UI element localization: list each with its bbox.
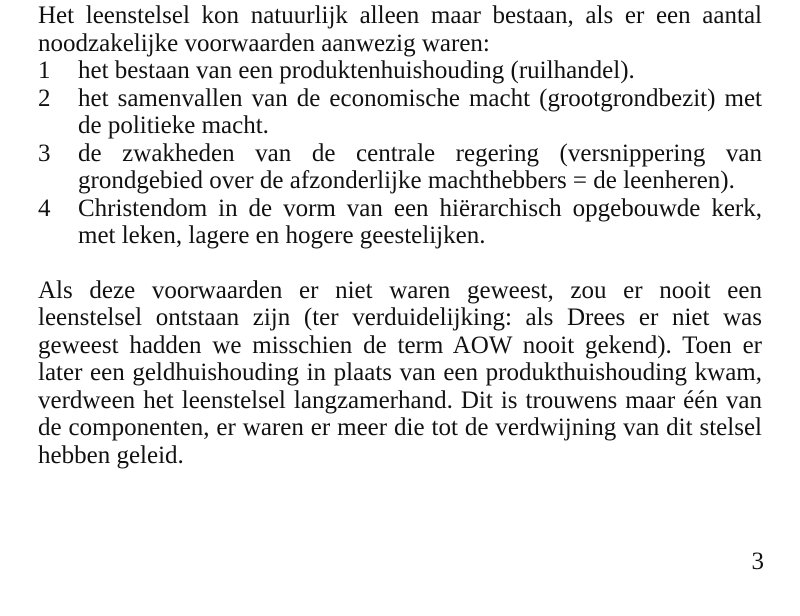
list-item-number: 4: [38, 194, 51, 222]
list-item: [38, 195, 762, 250]
list-item-number: 3: [38, 139, 51, 167]
list-item-text: de zwakheden van de centrale regering (versnippering van grondgebied over de afzonderlijke machthebbers = de leenheren).: [78, 139, 762, 194]
list-item-text: Christendom in de vorm van een hiërarchisch opgebouwde kerk, met leken, lagere en hogere geestelijken.: [78, 194, 762, 249]
document-page: [38, 0, 762, 469]
list-item-number: 1: [38, 57, 51, 84]
list-item: [38, 57, 762, 85]
list-item-text: het bestaan van een produktenhuishouding (ruilhandel).: [78, 57, 635, 84]
list-item: [38, 85, 762, 140]
page-number: 3: [751, 548, 764, 575]
list-item-text: het samenvallen van de economische macht (grootgrondbezit) met de politieke macht.: [78, 84, 762, 139]
list-item-number: 2: [38, 84, 51, 112]
body-paragraph: Als deze voorwaarden er niet waren geweest, zou er nooit een leenstelsel ontstaan zijn (ter verduidelijking: als Drees er niet was geweest hadden we misschien de term AOW nooit gekend). Toen er later een geldhuishouding in plaats van een produkthuishouding kwam, verdween het leenstelsel langzamerhand. Dit is trouwens maar één van de componenten, er waren er meer die tot de verdwijning van dit stelsel hebben geleid.: [38, 276, 762, 469]
list-item: [38, 140, 762, 195]
conditions-list: [38, 57, 762, 250]
intro-paragraph: Het leenstelsel kon natuurlijk alleen maar bestaan, als er een aantal noodzakelijke voorwaarden aanwezig waren:: [38, 2, 762, 57]
